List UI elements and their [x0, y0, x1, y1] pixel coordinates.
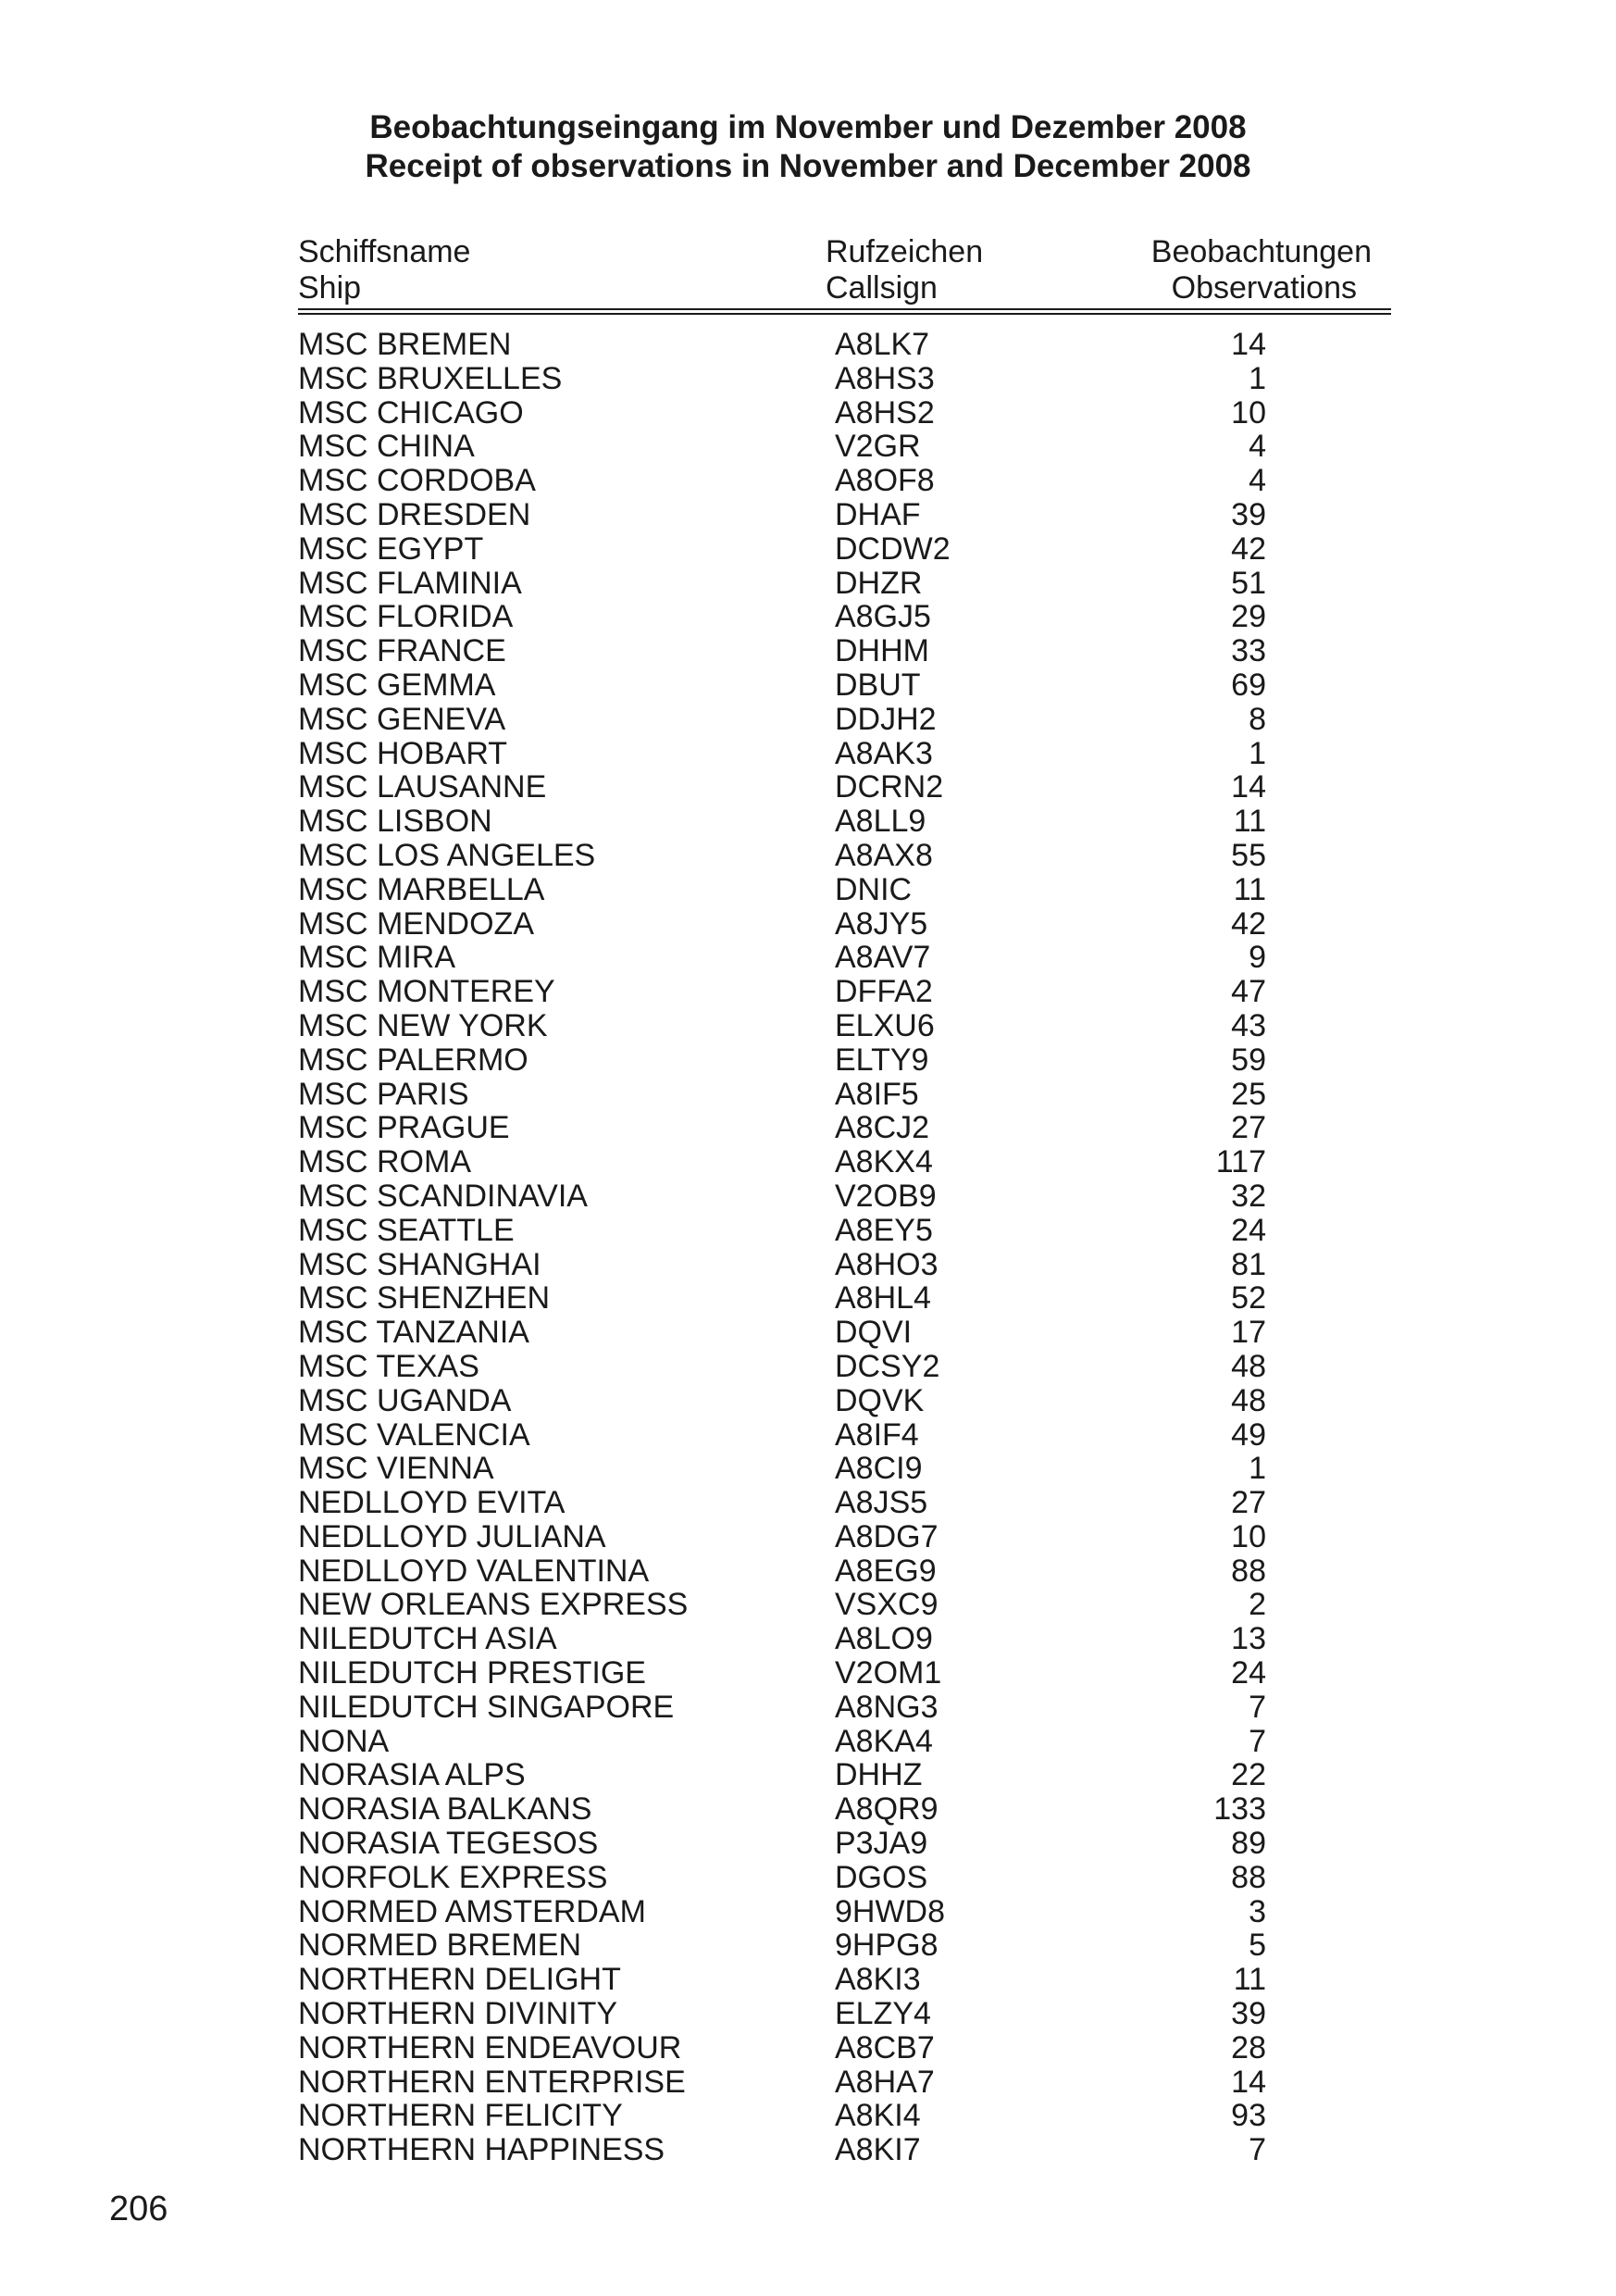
ship-name-cell: MSC TEXAS — [298, 1348, 479, 1384]
ship-name-cell: MSC SEATTLE — [298, 1212, 515, 1248]
ship-name-cell: NORASIA TEGESOS — [298, 1826, 599, 1862]
page-title-english: Receipt of observations in November and December 2008 — [365, 148, 1251, 184]
ship-name-cell: MSC NEW YORK — [298, 1007, 548, 1043]
callsign-cell: A8HA7 — [835, 2064, 935, 2100]
callsign-cell: A8NG3 — [835, 1689, 939, 1725]
ship-name-cell: NILEDUTCH PRESTIGE — [298, 1655, 646, 1691]
observations-cell: 69 — [1231, 667, 1266, 703]
callsign-cell: DCRN2 — [835, 769, 944, 805]
observations-cell: 10 — [1231, 394, 1266, 430]
ship-name-cell: MSC MIRA — [298, 940, 455, 976]
callsign-cell: DGOS — [835, 1859, 928, 1895]
callsign-cell: A8JY5 — [835, 905, 928, 942]
callsign-cell: DHHM — [835, 633, 929, 669]
table-row — [0, 941, 1616, 975]
table-row — [0, 873, 1616, 907]
ship-name-cell: MSC VIENNA — [298, 1451, 494, 1487]
callsign-cell: DCSY2 — [835, 1348, 940, 1384]
callsign-cell: DQVI — [835, 1315, 913, 1351]
header-ship-name-en: Ship — [298, 270, 362, 306]
observations-cell: 24 — [1231, 1655, 1266, 1691]
observations-cell: 14 — [1231, 769, 1266, 805]
table-row — [0, 1758, 1616, 1792]
ship-name-cell: MSC FLAMINIA — [298, 565, 522, 601]
page-number: 206 — [109, 2190, 168, 2228]
ship-name-cell: NORTHERN HAPPINESS — [298, 2132, 665, 2168]
callsign-cell: A8KA4 — [835, 1723, 933, 1759]
table-row — [0, 770, 1616, 805]
observations-cell: 1 — [1249, 360, 1266, 396]
table-row — [0, 1963, 1616, 1997]
callsign-cell: A8EG9 — [835, 1553, 937, 1589]
table-row — [0, 498, 1616, 532]
observations-cell: 7 — [1249, 1689, 1266, 1725]
observations-cell: 39 — [1231, 496, 1266, 532]
ship-name-cell: MSC FRANCE — [298, 633, 506, 669]
ship-name-cell: MSC PARIS — [298, 1076, 469, 1112]
observations-cell: 11 — [1233, 1962, 1266, 1998]
page-title-german: Beobachtungseingang im November und Dezember 2008 — [369, 109, 1247, 145]
callsign-cell: ELZY4 — [835, 1996, 931, 2032]
header-divider-top — [298, 308, 1391, 310]
ship-name-cell: NEDLLOYD EVITA — [298, 1485, 566, 1521]
table-row — [0, 1281, 1616, 1316]
observations-cell: 29 — [1231, 599, 1266, 635]
callsign-cell: DDJH2 — [835, 701, 937, 737]
callsign-cell: A8LK7 — [835, 327, 930, 362]
observations-cell: 14 — [1231, 2064, 1266, 2100]
callsign-cell: DFFA2 — [835, 974, 933, 1010]
header-callsign-de: Rufzeichen — [826, 234, 984, 269]
callsign-cell: DHZR — [835, 565, 923, 601]
observations-cell: 42 — [1231, 530, 1266, 567]
observations-cell: 24 — [1231, 1212, 1266, 1248]
table-row — [0, 1145, 1616, 1179]
callsign-cell: A8HS3 — [835, 360, 935, 396]
observations-cell: 7 — [1249, 2132, 1266, 2168]
observations-cell: 4 — [1249, 463, 1266, 499]
ship-name-cell: NORTHERN DIVINITY — [298, 1996, 618, 2032]
observations-cell: 5 — [1249, 1928, 1266, 1964]
callsign-cell: A8KI4 — [835, 2098, 921, 2134]
observations-cell: 8 — [1249, 701, 1266, 737]
observations-cell: 3 — [1249, 1893, 1266, 1929]
table-row — [0, 1452, 1616, 1486]
ship-name-cell: NILEDUTCH ASIA — [298, 1621, 557, 1657]
table-row — [0, 1111, 1616, 1145]
ship-name-cell: MSC SHANGHAI — [298, 1246, 541, 1282]
observations-cell: 52 — [1231, 1280, 1266, 1316]
observations-cell: 89 — [1231, 1826, 1266, 1862]
ship-name-cell: NEW ORLEANS EXPRESS — [298, 1587, 689, 1623]
callsign-cell: DHAF — [835, 496, 921, 532]
ship-name-cell: MSC LOS ANGELES — [298, 837, 596, 873]
observations-cell: 11 — [1233, 871, 1266, 907]
callsign-cell: A8JS5 — [835, 1485, 928, 1521]
table-row — [0, 2133, 1616, 2167]
callsign-cell: A8CI9 — [835, 1451, 923, 1487]
table-row — [0, 1656, 1616, 1691]
callsign-cell: A8AK3 — [835, 735, 933, 771]
callsign-cell: DHHZ — [835, 1757, 923, 1793]
observations-cell: 88 — [1231, 1859, 1266, 1895]
observations-cell: 33 — [1231, 633, 1266, 669]
table-row — [0, 1179, 1616, 1214]
table-row — [0, 1520, 1616, 1554]
ship-name-cell: NORMED AMSTERDAM — [298, 1893, 646, 1929]
observations-cell: 13 — [1231, 1621, 1266, 1657]
callsign-cell: A8HL4 — [835, 1280, 931, 1316]
table-row — [0, 328, 1616, 362]
callsign-cell: A8CJ2 — [835, 1110, 930, 1146]
table-row — [0, 1384, 1616, 1418]
callsign-cell: A8CB7 — [835, 2029, 935, 2065]
ship-name-cell: NORASIA BALKANS — [298, 1791, 592, 1828]
observations-cell: 25 — [1231, 1076, 1266, 1112]
observations-cell: 7 — [1249, 1723, 1266, 1759]
observations-cell: 133 — [1213, 1791, 1266, 1828]
callsign-cell: V2OB9 — [835, 1178, 937, 1214]
observations-cell: 14 — [1231, 327, 1266, 362]
callsign-cell: A8GJ5 — [835, 599, 931, 635]
observations-cell: 22 — [1231, 1757, 1266, 1793]
observations-cell: 43 — [1231, 1007, 1266, 1043]
callsign-cell: 9HPG8 — [835, 1928, 939, 1964]
table-row — [0, 1043, 1616, 1078]
ship-name-cell: NORMED BREMEN — [298, 1928, 582, 1964]
table-row — [0, 2099, 1616, 2133]
ship-name-cell: NEDLLOYD JULIANA — [298, 1518, 606, 1554]
table-row — [0, 362, 1616, 396]
observations-cell: 4 — [1249, 429, 1266, 465]
table-row — [0, 1418, 1616, 1453]
callsign-cell: A8HS2 — [835, 394, 935, 430]
callsign-cell: DBUT — [835, 667, 921, 703]
table-row — [0, 805, 1616, 839]
table-row — [0, 1928, 1616, 1963]
table-row — [0, 430, 1616, 464]
callsign-cell: A8EY5 — [835, 1212, 933, 1248]
observations-cell: 10 — [1231, 1518, 1266, 1554]
table-row — [0, 1691, 1616, 1725]
ship-name-cell: MSC PRAGUE — [298, 1110, 510, 1146]
observations-cell: 42 — [1231, 905, 1266, 942]
callsign-cell: P3JA9 — [835, 1826, 928, 1862]
callsign-cell: A8KX4 — [835, 1144, 933, 1180]
ship-name-cell: NORTHERN DELIGHT — [298, 1962, 621, 1998]
observations-cell: 32 — [1231, 1178, 1266, 1214]
observations-cell: 1 — [1249, 735, 1266, 771]
callsign-cell: A8QR9 — [835, 1791, 939, 1828]
ship-name-cell: MSC TANZANIA — [298, 1315, 529, 1351]
ship-name-cell: NORTHERN ENDEAVOUR — [298, 2029, 682, 2065]
observations-cell: 27 — [1231, 1485, 1266, 1521]
ship-name-cell: MSC ROMA — [298, 1144, 471, 1180]
table-row — [0, 1725, 1616, 1759]
ship-name-cell: MSC FLORIDA — [298, 599, 514, 635]
observations-cell: 93 — [1231, 2098, 1266, 2134]
ship-name-cell: NEDLLOYD VALENTINA — [298, 1553, 650, 1589]
ship-name-cell: MSC CHINA — [298, 429, 475, 465]
ship-name-cell: MSC LAUSANNE — [298, 769, 547, 805]
header-divider-bottom — [298, 313, 1391, 315]
ship-name-cell: MSC SCANDINAVIA — [298, 1178, 588, 1214]
callsign-cell: DCDW2 — [835, 530, 951, 567]
table-row — [0, 634, 1616, 668]
ship-name-cell: MSC MARBELLA — [298, 871, 545, 907]
ship-name-cell: NILEDUTCH SINGAPORE — [298, 1689, 675, 1725]
table-row — [0, 600, 1616, 634]
table-row — [0, 396, 1616, 430]
callsign-cell: A8DG7 — [835, 1518, 939, 1554]
observations-cell: 47 — [1231, 974, 1266, 1010]
table-row — [0, 567, 1616, 601]
table-row — [0, 1827, 1616, 1861]
callsign-cell: A8OF8 — [835, 463, 935, 499]
table-row — [0, 464, 1616, 498]
callsign-cell: A8KI3 — [835, 1962, 921, 1998]
table-row — [0, 703, 1616, 737]
ship-name-cell: MSC GENEVA — [298, 701, 506, 737]
observations-cell: 27 — [1231, 1110, 1266, 1146]
header-observations-en: Observations — [1171, 270, 1357, 306]
table-row — [0, 839, 1616, 873]
observations-cell: 17 — [1231, 1315, 1266, 1351]
observations-cell: 59 — [1231, 1042, 1266, 1078]
callsign-cell: V2GR — [835, 429, 921, 465]
observations-cell: 51 — [1231, 565, 1266, 601]
callsign-cell: ELTY9 — [835, 1042, 929, 1078]
callsign-cell: A8HO3 — [835, 1246, 939, 1282]
table-row — [0, 1622, 1616, 1656]
observations-cell: 11 — [1233, 804, 1266, 840]
callsign-cell: A8IF4 — [835, 1416, 919, 1453]
ship-name-cell: MSC BREMEN — [298, 327, 512, 362]
table-row — [0, 1350, 1616, 1384]
ship-name-cell: MSC VALENCIA — [298, 1416, 530, 1453]
ship-name-cell: MSC MENDOZA — [298, 905, 534, 942]
observations-cell: 39 — [1231, 1996, 1266, 2032]
table-row — [0, 975, 1616, 1009]
observations-cell: 49 — [1231, 1416, 1266, 1453]
ship-name-cell: MSC PALERMO — [298, 1042, 528, 1078]
header-callsign-en: Callsign — [826, 270, 938, 306]
callsign-cell: DNIC — [835, 871, 913, 907]
ship-name-cell: MSC SHENZHEN — [298, 1280, 551, 1316]
observations-cell: 48 — [1231, 1382, 1266, 1418]
ship-name-cell: MSC EGYPT — [298, 530, 484, 567]
callsign-cell: A8KI7 — [835, 2132, 921, 2168]
ship-name-cell: MSC LISBON — [298, 804, 492, 840]
ship-name-cell: MSC MONTEREY — [298, 974, 555, 1010]
ship-name-cell: MSC GEMMA — [298, 667, 496, 703]
table-row — [0, 1997, 1616, 2031]
ship-name-cell: MSC HOBART — [298, 735, 508, 771]
callsign-cell: A8LO9 — [835, 1621, 933, 1657]
table-row — [0, 1554, 1616, 1589]
table-row — [0, 1009, 1616, 1043]
table-row — [0, 737, 1616, 771]
table-row — [0, 1861, 1616, 1895]
callsign-cell: VSXC9 — [835, 1587, 939, 1623]
callsign-cell: A8AX8 — [835, 837, 933, 873]
callsign-cell: V2OM1 — [835, 1655, 942, 1691]
callsign-cell: A8IF5 — [835, 1076, 919, 1112]
table-row — [0, 532, 1616, 567]
callsign-cell: 9HWD8 — [835, 1893, 946, 1929]
table-row — [0, 1895, 1616, 1929]
ship-name-cell: NORASIA ALPS — [298, 1757, 526, 1793]
table-row — [0, 1316, 1616, 1350]
ship-name-cell: NORTHERN FELICITY — [298, 2098, 623, 2134]
callsign-cell: A8LL9 — [835, 804, 926, 840]
header-ship-name-de: Schiffsname — [298, 234, 471, 269]
observations-cell: 2 — [1249, 1587, 1266, 1623]
callsign-cell: DQVK — [835, 1382, 925, 1418]
observations-cell: 117 — [1215, 1144, 1266, 1180]
observations-cell: 88 — [1231, 1553, 1266, 1589]
table-row — [0, 2065, 1616, 2100]
ship-name-cell: MSC UGANDA — [298, 1382, 512, 1418]
table-row — [0, 668, 1616, 703]
table-row — [0, 907, 1616, 942]
table-row — [0, 1214, 1616, 1248]
ship-name-cell: NORFOLK EXPRESS — [298, 1859, 608, 1895]
observations-cell: 55 — [1231, 837, 1266, 873]
observations-table — [0, 328, 1616, 2167]
ship-name-cell: MSC CORDOBA — [298, 463, 536, 499]
callsign-cell: A8AV7 — [835, 940, 931, 976]
observations-cell: 28 — [1231, 2029, 1266, 2065]
table-row — [0, 1248, 1616, 1282]
ship-name-cell: MSC CHICAGO — [298, 394, 524, 430]
ship-name-cell: NORTHERN ENTERPRISE — [298, 2064, 686, 2100]
observations-cell: 48 — [1231, 1348, 1266, 1384]
table-row — [0, 1792, 1616, 1827]
table-row — [0, 1486, 1616, 1520]
callsign-cell: ELXU6 — [835, 1007, 935, 1043]
observations-cell: 1 — [1249, 1451, 1266, 1487]
table-row — [0, 2031, 1616, 2065]
table-row — [0, 1078, 1616, 1112]
ship-name-cell: MSC BRUXELLES — [298, 360, 563, 396]
ship-name-cell: NONA — [298, 1723, 390, 1759]
header-observations-de: Beobachtungen — [1150, 234, 1372, 269]
observations-cell: 81 — [1231, 1246, 1266, 1282]
table-row — [0, 1588, 1616, 1622]
ship-name-cell: MSC DRESDEN — [298, 496, 531, 532]
observations-cell: 9 — [1249, 940, 1266, 976]
